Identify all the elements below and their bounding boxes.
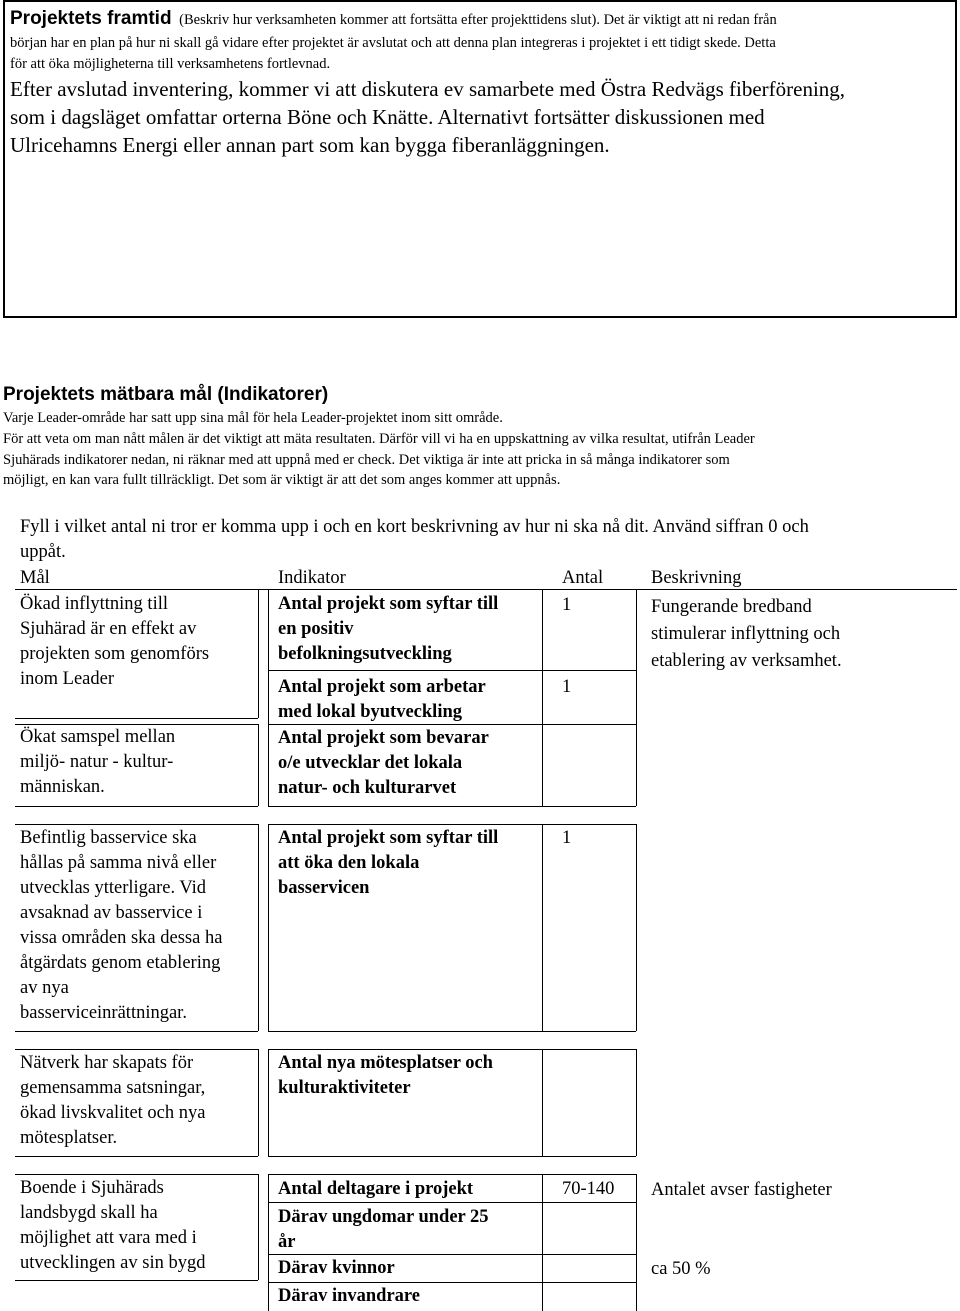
indicators-paragraph-4: möjligt, en kan vara fullt tillräckligt. Det som är viktigt är att det som anges kommer att uppnås. xyxy=(3,472,561,488)
header-goal: Mål xyxy=(20,568,50,588)
goal-5-line: landsbygd skall ha xyxy=(20,1203,158,1223)
description-1-line: etablering av verksamhet. xyxy=(651,651,842,671)
ind-left-1 xyxy=(268,590,269,806)
goal-2-line: miljö- natur - kultur- xyxy=(20,752,174,772)
header-description: Beskrivning xyxy=(651,568,742,588)
table-header-divider xyxy=(15,589,957,590)
goal-4-bottom xyxy=(15,1156,258,1157)
count-left-3 xyxy=(542,1049,543,1156)
indicator-byutveckling xyxy=(278,675,486,725)
indicator-kulturarv xyxy=(278,726,489,801)
row-divider-7 xyxy=(268,1156,636,1157)
indicators-paragraph-1: Varje Leader-område har satt upp sina mål för hela Leader-projektet inom sitt område. xyxy=(3,410,503,426)
description-kvinnor: ca 50 % xyxy=(651,1259,711,1279)
indicator-3-line: natur- och kulturarvet xyxy=(278,778,457,798)
row-divider-3 xyxy=(268,806,636,807)
indicator-3-line: o/e utvecklar det lokala xyxy=(278,753,463,773)
description-bredband xyxy=(651,594,842,675)
goal-5-line: möjlighet att vara med i xyxy=(20,1228,197,1248)
future-answer-1: Efter avslutad inventering, kommer vi att diskutera ev samarbete med Östra Redvägs fiberförening, xyxy=(10,77,846,101)
future-instructions-3: för att öka möjligheterna till verksamhetens fortlevnad. xyxy=(10,56,331,72)
indicator-basservice xyxy=(278,826,498,901)
row-divider-11 xyxy=(268,1282,636,1283)
goal-4-line: gemensamma satsningar, xyxy=(20,1078,206,1098)
desc-left-3 xyxy=(636,1049,637,1156)
count-left-4 xyxy=(542,1174,543,1311)
indicator-5-line: kulturaktiviteter xyxy=(278,1078,411,1098)
row-divider-8 xyxy=(268,1174,636,1175)
goal-3-line: av nya xyxy=(20,978,69,998)
goal-4-line: Nätverk har skapats för xyxy=(20,1053,194,1073)
indicator-befolkning xyxy=(278,592,498,667)
goal-4-line: mötesplatser. xyxy=(20,1128,118,1148)
goal-1-bottom xyxy=(15,718,258,719)
indicator-7-line: Därav ungdomar under 25 xyxy=(278,1207,489,1227)
desc-left-1 xyxy=(636,590,637,806)
goal-3-top xyxy=(15,824,258,825)
indicator-4-line: Antal projekt som syftar till xyxy=(278,828,499,848)
indicators-heading: Projektets mätbara mål (Indikatorer) xyxy=(3,384,329,405)
indicator-motesplatser xyxy=(278,1051,493,1101)
future-heading-line xyxy=(10,8,777,31)
goal-5-right xyxy=(258,1174,259,1280)
future-heading: Projektets framtid xyxy=(10,8,172,29)
fill-instruction-1: Fyll i vilket antal ni tror er komma upp i och en kort beskrivning av hur ni ska nå dit. Använd siffran 0 och xyxy=(20,517,809,537)
fill-instruction-2: uppåt. xyxy=(20,542,66,562)
desc-left-2 xyxy=(636,824,637,1031)
count-left-1 xyxy=(542,590,543,806)
ind-left-2 xyxy=(268,824,269,1031)
goal-boende xyxy=(20,1176,205,1276)
goal-inflyttning xyxy=(20,592,209,692)
goal-3-right xyxy=(258,824,259,1031)
count-byutveckling: 1 xyxy=(562,677,572,697)
indicator-1-line: befolkningsutveckling xyxy=(278,644,452,664)
count-befolkning: 1 xyxy=(562,595,572,615)
goal-2-line: Ökat samspel mellan xyxy=(20,727,176,747)
row-divider-9 xyxy=(268,1202,636,1203)
indicator-5-line: Antal nya mötesplatser och xyxy=(278,1053,493,1073)
goal-2-line: människan. xyxy=(20,777,105,797)
goal-1-line: Ökad inflyttning till xyxy=(20,594,168,614)
goal-5-line: utvecklingen av sin bygd xyxy=(20,1253,206,1273)
goal-natverk xyxy=(20,1051,205,1151)
row-divider-5 xyxy=(268,1031,636,1032)
indicators-paragraph-3: Sjuhärads indikatorer nedan, ni räknar med att uppnå med er check. Det viktiga är inte att pricka in så många indikatorer som xyxy=(3,452,730,468)
goal-3-line: basserviceinrättningar. xyxy=(20,1003,187,1023)
header-indicator: Indikator xyxy=(278,568,346,588)
future-answer-3: Ulricehamns Energi eller annan part som kan bygga fiberanläggningen. xyxy=(10,133,610,157)
goal-5-top xyxy=(15,1174,258,1175)
desc-left-4 xyxy=(636,1174,637,1311)
indicators-paragraph-2: För att veta om man nått målen är det viktigt att mäta resultaten. Därför vill vi ha en uppskattning av vilka resultat, utifrån Leader xyxy=(3,431,755,447)
goal-1-line: projekten som genomförs xyxy=(20,644,210,664)
indicator-4-line: att öka den lokala xyxy=(278,853,420,873)
indicator-2-line: Antal projekt som arbetar xyxy=(278,677,486,697)
goal-3-line: hållas på samma nivå eller xyxy=(20,853,217,873)
future-answer-2: som i dagsläget omfattar orterna Böne och Knätte. Alternativt fortsätter diskussionen med xyxy=(10,105,765,129)
indicator-1-line: Antal projekt som syftar till xyxy=(278,594,499,614)
goal-3-bottom xyxy=(15,1031,258,1032)
future-instructions-1: (Beskriv hur verksamheten kommer att fortsätta efter projekttidens slut). Det är viktigt att ni redan från xyxy=(179,12,777,28)
goal-3-line: Befintlig basservice ska xyxy=(20,828,197,848)
goal-1-right xyxy=(258,590,259,718)
goal-2-bottom xyxy=(15,806,258,807)
goal-5-line: Boende i Sjuhärads xyxy=(20,1178,164,1198)
goal-2-right xyxy=(258,724,259,806)
count-deltagare: 70-140 xyxy=(562,1179,615,1199)
goal-4-line: ökad livskvalitet och nya xyxy=(20,1103,206,1123)
future-instructions-2: början har en plan på hur ni skall gå vidare efter projektet är avslutat och att denna plan integreras i projektet i ett tidigt skede. Detta xyxy=(10,35,776,51)
description-1-line: stimulerar inflyttning och xyxy=(651,624,841,644)
goal-3-line: åtgärdats genom etablering xyxy=(20,953,221,973)
goal-basservice xyxy=(20,826,222,1026)
ind-left-3 xyxy=(268,1049,269,1156)
indicator-3-line: Antal projekt som bevarar xyxy=(278,728,489,748)
indicator-4-line: basservicen xyxy=(278,878,370,898)
ind-left-4 xyxy=(268,1174,269,1311)
goal-3-line: utvecklas ytterligare. Vid xyxy=(20,878,207,898)
goal-samspel xyxy=(20,725,175,800)
goal-1-line: Sjuhärad är en effekt av xyxy=(20,619,197,639)
description-1-line: Fungerande bredband xyxy=(651,597,812,617)
indicator-7-line: år xyxy=(278,1232,296,1252)
count-left-2 xyxy=(542,824,543,1031)
goal-1-line: inom Leader xyxy=(20,669,114,689)
indicator-invandrare: Därav invandrare xyxy=(278,1286,421,1306)
goal-3-line: avsaknad av basservice i xyxy=(20,903,203,923)
goal-3-line: vissa områden ska dessa ha xyxy=(20,928,223,948)
goal-4-top xyxy=(15,1049,258,1050)
row-divider-1 xyxy=(268,670,636,671)
indicator-1-line: en positiv xyxy=(278,619,354,639)
header-count: Antal xyxy=(562,568,604,588)
indicator-deltagare: Antal deltagare i projekt xyxy=(278,1179,474,1199)
description-fastigheter: Antalet avser fastigheter xyxy=(651,1180,832,1200)
count-basservice: 1 xyxy=(562,828,572,848)
row-divider-4 xyxy=(268,824,636,825)
indicator-2-line: med lokal byutveckling xyxy=(278,702,462,722)
goal-4-right xyxy=(258,1049,259,1156)
indicator-kvinnor: Därav kvinnor xyxy=(278,1258,395,1278)
row-divider-6 xyxy=(268,1049,636,1050)
indicator-ungdomar xyxy=(278,1205,489,1255)
goal-5-bottom xyxy=(15,1280,258,1281)
